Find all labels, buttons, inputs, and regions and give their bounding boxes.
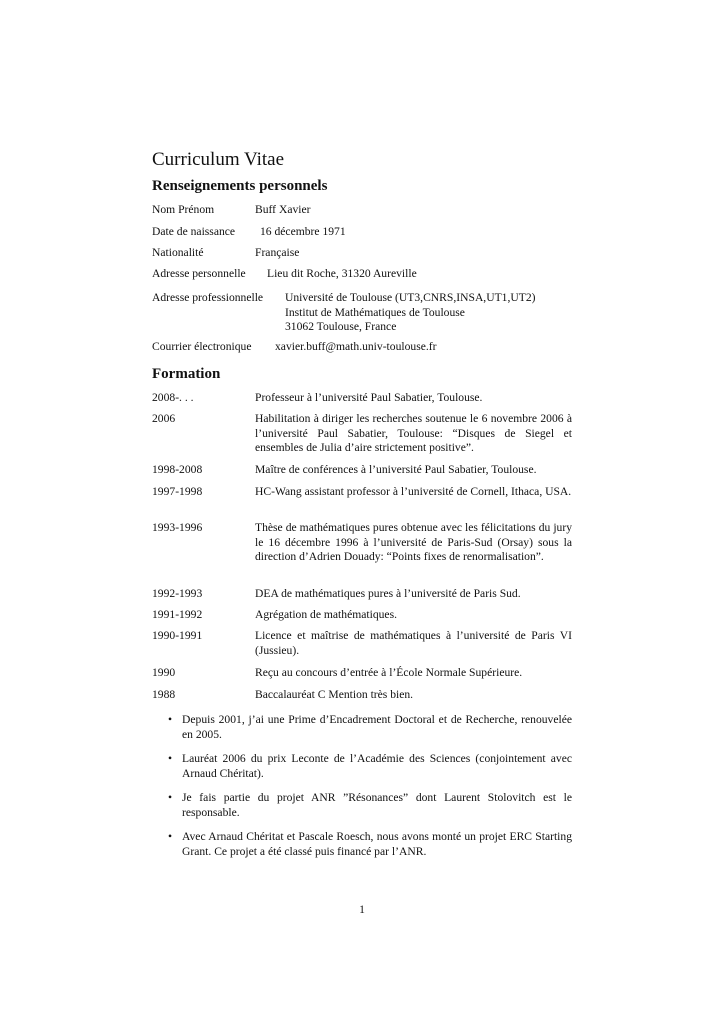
formation-year: 2008-. . . — [152, 391, 194, 404]
list-item-text: Lauréat 2006 du prix Leconte de l’Académie des Sciences (conjointement avec Arnaud Chéritat). — [182, 752, 572, 780]
formation-description: Maître de conférences à l’université Paul Sabatier, Toulouse. — [255, 463, 537, 476]
list-item — [168, 713, 572, 742]
section-heading-formation: Formation — [152, 366, 221, 382]
personal-value-line: xavier.buff@math.univ-toulouse.fr — [275, 340, 437, 353]
formation-description: Reçu au concours d’entrée à l’École Normale Supérieure. — [255, 666, 523, 679]
list-item — [168, 791, 572, 820]
personal-value-line: Université de Toulouse (UT3,CNRS,INSA,UT1,UT2) — [285, 291, 536, 304]
personal-value-line: Buff Xavier — [255, 203, 311, 216]
personal-label: Courrier électronique — [152, 340, 252, 353]
bullet-icon: • — [168, 830, 173, 843]
bullet-icon: • — [168, 752, 173, 765]
personal-label: Adresse professionnelle — [152, 291, 264, 304]
formation-description: Licence et maîtrise de mathématiques à l’université de Paris VI (Jussieu). — [255, 629, 572, 657]
formation-description: Professeur à l’université Paul Sabatier, Toulouse. — [255, 391, 483, 404]
formation-description: HC-Wang assistant professor à l’université de Cornell, Ithaca, USA. — [255, 485, 572, 498]
formation-year: 1998-2008 — [152, 463, 203, 476]
bullet-icon: • — [168, 791, 173, 804]
formation-description: DEA de mathématiques pures à l’université de Paris Sud. — [255, 587, 521, 600]
bullet-icon: • — [168, 713, 173, 726]
list-item — [168, 830, 572, 859]
personal-value-line: 16 décembre 1971 — [260, 225, 346, 238]
list-item-text: Depuis 2001, j’ai une Prime d’Encadrement Doctoral et de Recherche, renouvelée en 2005. — [182, 713, 572, 741]
formation-year: 2006 — [152, 412, 176, 425]
personal-label: Nationalité — [152, 246, 204, 259]
personal-value-line: Française — [255, 246, 300, 259]
section-heading-personal: Renseignements personnels — [152, 178, 328, 194]
formation-year: 1997-1998 — [152, 485, 203, 498]
formation-description: Agrégation de mathématiques. — [255, 608, 397, 621]
personal-value-line: Institut de Mathématiques de Toulouse — [285, 305, 465, 319]
formation-description: Baccalauréat C Mention très bien. — [255, 688, 414, 701]
personal-label: Nom Prénom — [152, 203, 215, 216]
personal-label: Adresse personnelle — [152, 267, 246, 280]
page-number: 1 — [359, 903, 365, 916]
formation-year: 1993-1996 — [152, 521, 203, 534]
personal-value-line: Lieu dit Roche, 31320 Aureville — [267, 267, 417, 280]
personal-value — [267, 267, 417, 282]
formation-description: Habilitation à diriger les recherches soutenue le 6 novembre 2006 à l’université Paul Sabatier, Toulouse: “Disques de Siegel et ensembles de Julia d’aire strictement positive”. — [255, 412, 572, 454]
personal-value — [275, 340, 436, 355]
formation-year: 1990 — [152, 666, 176, 679]
personal-value — [260, 225, 346, 240]
list-item-text: Avec Arnaud Chéritat et Pascale Roesch, nous avons monté un projet ERC Starting Grant. Ce projet a été classé puis financé par l’ANR. — [182, 830, 572, 858]
personal-value — [255, 203, 310, 218]
formation-year: 1992-1993 — [152, 587, 203, 600]
page-title: Curriculum Vitae — [152, 149, 285, 170]
formation-year: 1988 — [152, 688, 176, 701]
formation-description: Thèse de mathématiques pures obtenue avec les félicitations du jury le 16 décembre 1996 à l’université de Paris-Sud (Orsay) sous la direction d’Adrien Douady: “Points fixes de renormalisation”. — [255, 521, 572, 563]
formation-year: 1991-1992 — [152, 608, 203, 621]
personal-label: Date de naissance — [152, 225, 236, 238]
personal-value — [255, 246, 299, 261]
personal-value — [285, 291, 535, 335]
list-item — [168, 752, 572, 781]
list-item-text: Je fais partie du projet ANR ”Résonances” dont Laurent Stolovitch est le responsable. — [182, 791, 572, 819]
achievements-list — [168, 713, 572, 869]
personal-value-line: 31062 Toulouse, France — [285, 320, 397, 333]
formation-year: 1990-1991 — [152, 629, 203, 642]
